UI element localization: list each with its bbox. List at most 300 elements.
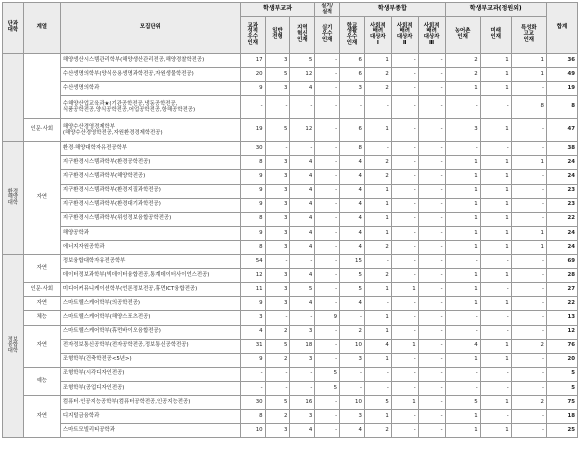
quota-cell: - xyxy=(240,367,265,381)
total-cell: 24 xyxy=(546,170,577,184)
quota-cell: - xyxy=(445,381,480,395)
quota-cell: 10 xyxy=(340,339,365,353)
quota-cell: 8 xyxy=(340,142,365,156)
track-cell: 자연 xyxy=(23,325,60,367)
quota-cell: - xyxy=(445,255,480,269)
table-row xyxy=(3,119,578,142)
quota-cell: - xyxy=(418,54,445,68)
quota-cell: 3 xyxy=(290,410,315,424)
quota-cell: - xyxy=(418,198,445,212)
quota-cell: - xyxy=(418,170,445,184)
quota-cell: - xyxy=(315,240,340,254)
quota-cell: 1 xyxy=(364,311,391,325)
quota-cell: - xyxy=(315,255,340,269)
quota-cell: - xyxy=(480,381,511,395)
quota-cell: 9 xyxy=(240,297,265,311)
table-row xyxy=(3,325,578,339)
quota-cell: 1 xyxy=(480,269,511,283)
quota-cell: 4 xyxy=(340,240,365,254)
quota-cell: - xyxy=(391,269,418,283)
quota-cell: - xyxy=(480,255,511,269)
quota-cell: 20 xyxy=(240,68,265,82)
quota-cell: 9 xyxy=(315,311,340,325)
dept-cell: 조형학부(공업디자인전공) xyxy=(60,381,240,395)
quota-cell: 8 xyxy=(240,156,265,170)
quota-cell: 2 xyxy=(265,325,290,339)
quota-cell: - xyxy=(290,142,315,156)
dept-cell: 디지털금융학과 xyxy=(60,410,240,424)
total-cell: 18 xyxy=(546,410,577,424)
table-row xyxy=(3,142,578,156)
total-cell: 24 xyxy=(546,156,577,170)
college-header: 단과 대학 xyxy=(3,3,24,54)
quota-cell: - xyxy=(445,142,480,156)
table-row xyxy=(3,255,578,269)
quota-cell: 8 xyxy=(240,240,265,254)
quota-cell: 4 xyxy=(340,170,365,184)
quota-cell: 1 xyxy=(511,226,546,240)
quota-cell: - xyxy=(364,96,391,119)
quota-cell: - xyxy=(391,297,418,311)
quota-cell: - xyxy=(511,198,546,212)
quota-cell: - xyxy=(418,311,445,325)
dept-cell: 조형학부(건축학전공<5년>) xyxy=(60,353,240,367)
quota-cell: - xyxy=(315,96,340,119)
quota-cell: 2 xyxy=(364,424,391,438)
header-row-group xyxy=(3,3,578,17)
dept-cell: 스마트헬스케어학부(휴먼바이오융합전공) xyxy=(60,325,240,339)
quota-cell: 3 xyxy=(265,297,290,311)
quota-cell: 9 xyxy=(240,198,265,212)
total-header: 합계 xyxy=(546,3,577,54)
quota-cell: 4 xyxy=(290,170,315,184)
quota-cell: 2 xyxy=(364,156,391,170)
quota-cell: 1 xyxy=(391,283,418,297)
dept-cell: 데이터정보과학부(빅데이터융합전공,통계데이터사이언스전공) xyxy=(60,269,240,283)
quota-cell: 1 xyxy=(364,184,391,198)
quota-cell: 1 xyxy=(511,68,546,82)
quota-cell: 5 xyxy=(315,381,340,395)
table-row xyxy=(3,68,578,82)
quota-cell: - xyxy=(391,367,418,381)
quota-cell: - xyxy=(240,96,265,119)
column-header: 사회적 배려 대상자 Ⅱ xyxy=(391,17,418,54)
quota-cell: - xyxy=(480,311,511,325)
quota-cell: 4 xyxy=(364,339,391,353)
quota-cell: 2 xyxy=(364,240,391,254)
table-row xyxy=(3,283,578,297)
quota-cell: 4 xyxy=(340,156,365,170)
quota-cell: - xyxy=(340,96,365,119)
quota-cell: 9 xyxy=(240,170,265,184)
quota-cell: - xyxy=(418,142,445,156)
quota-cell: - xyxy=(418,297,445,311)
quota-cell: 6 xyxy=(340,119,365,142)
quota-cell: 2 xyxy=(445,68,480,82)
quota-cell: - xyxy=(480,367,511,381)
quota-cell: 5 xyxy=(265,68,290,82)
jonghap-group-header: 학생부종합 xyxy=(340,3,445,17)
table-body xyxy=(3,54,578,438)
quota-cell: - xyxy=(418,424,445,438)
quota-cell: - xyxy=(265,96,290,119)
quota-cell: - xyxy=(418,82,445,96)
quota-cell: 2 xyxy=(340,325,365,339)
quota-cell: - xyxy=(511,410,546,424)
column-header: 학교 생활 우수 인재 xyxy=(340,17,365,54)
quota-cell: - xyxy=(480,410,511,424)
quota-cell: 4 xyxy=(340,184,365,198)
quota-cell: 1 xyxy=(364,325,391,339)
quota-cell: 5 xyxy=(445,395,480,409)
quota-cell: 10 xyxy=(340,395,365,409)
quota-cell: - xyxy=(364,255,391,269)
quota-cell: 6 xyxy=(340,68,365,82)
quota-cell: 1 xyxy=(364,353,391,367)
quota-cell: - xyxy=(480,96,511,119)
quota-cell: - xyxy=(480,325,511,339)
quota-cell: - xyxy=(418,119,445,142)
quota-cell: 3 xyxy=(340,82,365,96)
quota-cell: - xyxy=(418,381,445,395)
college-cell: 정보 융합 대학 xyxy=(3,255,24,438)
quota-cell: - xyxy=(511,367,546,381)
quota-cell: 9 xyxy=(240,226,265,240)
quota-cell: - xyxy=(315,297,340,311)
quota-cell: 1 xyxy=(364,226,391,240)
track-cell: 자연 xyxy=(23,297,60,311)
dept-cell: 전자정보통신공학부(전자공학전공,정보통신공학전공) xyxy=(60,339,240,353)
column-header: 일반 전형 xyxy=(265,17,290,54)
quota-cell: - xyxy=(315,82,340,96)
quota-cell: 4 xyxy=(340,198,365,212)
quota-cell: - xyxy=(445,311,480,325)
quota-cell: 15 xyxy=(340,255,365,269)
quota-cell: - xyxy=(445,325,480,339)
quota-cell: 3 xyxy=(290,353,315,367)
quota-cell: - xyxy=(511,170,546,184)
quota-cell: 5 xyxy=(315,367,340,381)
quota-cell: - xyxy=(418,226,445,240)
quota-cell: 1 xyxy=(445,424,480,438)
quota-cell: - xyxy=(511,381,546,395)
quota-cell: 8 xyxy=(240,410,265,424)
quota-cell: 2 xyxy=(511,339,546,353)
quota-cell: 5 xyxy=(265,119,290,142)
quota-cell: - xyxy=(511,212,546,226)
dept-cell: 스마트헬스케어학부(의공학전공) xyxy=(60,297,240,311)
quota-cell: 3 xyxy=(265,82,290,96)
table-row xyxy=(3,54,578,68)
table-row xyxy=(3,367,578,381)
quota-cell: - xyxy=(511,82,546,96)
quota-cell: - xyxy=(418,255,445,269)
quota-cell: - xyxy=(391,82,418,96)
track-cell: 자연 xyxy=(23,255,60,283)
quota-cell: 11 xyxy=(240,283,265,297)
total-cell: 8 xyxy=(546,96,577,119)
quota-cell: 1 xyxy=(364,212,391,226)
quota-cell: 4 xyxy=(290,297,315,311)
table-row xyxy=(3,353,578,367)
quota-cell: 1 xyxy=(445,156,480,170)
table-row xyxy=(3,424,578,438)
quota-cell: - xyxy=(511,142,546,156)
table-row xyxy=(3,198,578,212)
quota-cell: 1 xyxy=(480,212,511,226)
quota-cell: - xyxy=(445,96,480,119)
quota-cell: - xyxy=(511,283,546,297)
track-cell: 자연 xyxy=(23,395,60,437)
total-cell: 38 xyxy=(546,142,577,156)
silgi-group-header: 실기/ 실적 xyxy=(315,3,340,17)
quota-cell: 1 xyxy=(480,184,511,198)
quota-cell: 1 xyxy=(480,339,511,353)
quota-cell: 1 xyxy=(445,170,480,184)
quota-cell: 5 xyxy=(265,339,290,353)
quota-cell: - xyxy=(391,142,418,156)
quota-cell: 5 xyxy=(340,269,365,283)
quota-cell: - xyxy=(391,325,418,339)
quota-cell: - xyxy=(290,255,315,269)
quota-cell: - xyxy=(315,184,340,198)
dept-cell: 조형학부(시각디자인전공) xyxy=(60,367,240,381)
dept-cell: 해양공학과 xyxy=(60,226,240,240)
quota-cell: - xyxy=(418,283,445,297)
table-row xyxy=(3,297,578,311)
quota-cell: 1 xyxy=(391,339,418,353)
track-cell: 자연 xyxy=(23,142,60,255)
quota-cell: - xyxy=(315,212,340,226)
quota-cell: 12 xyxy=(290,68,315,82)
quota-cell: - xyxy=(391,240,418,254)
quota-cell: - xyxy=(480,283,511,297)
quota-cell: - xyxy=(511,424,546,438)
quota-cell: 3 xyxy=(265,424,290,438)
quota-cell: - xyxy=(418,269,445,283)
quota-cell: - xyxy=(340,311,365,325)
column-header: 사회적 배려 대상자 Ⅰ xyxy=(364,17,391,54)
quota-cell: 3 xyxy=(265,212,290,226)
quota-cell: - xyxy=(364,142,391,156)
quota-cell: 18 xyxy=(290,339,315,353)
quota-cell: - xyxy=(511,119,546,142)
quota-cell: 30 xyxy=(240,395,265,409)
quota-cell: - xyxy=(418,240,445,254)
total-cell: 69 xyxy=(546,255,577,269)
quota-cell: - xyxy=(511,353,546,367)
quota-cell: - xyxy=(315,54,340,68)
column-header: 농어촌 인재 xyxy=(445,17,480,54)
dept-header: 모집단위 xyxy=(60,3,240,54)
quota-cell: 9 xyxy=(240,353,265,367)
quota-cell: 12 xyxy=(290,119,315,142)
quota-cell: 3 xyxy=(265,269,290,283)
quota-cell: 4 xyxy=(290,212,315,226)
table-row xyxy=(3,410,578,424)
quota-cell: 9 xyxy=(240,82,265,96)
total-cell: 75 xyxy=(546,395,577,409)
total-cell: 13 xyxy=(546,311,577,325)
quota-cell: 1 xyxy=(480,240,511,254)
quota-cell: 4 xyxy=(290,156,315,170)
quota-cell: - xyxy=(391,156,418,170)
quota-cell: - xyxy=(418,339,445,353)
quota-cell: 1 xyxy=(480,119,511,142)
quota-cell: 4 xyxy=(290,240,315,254)
quota-cell: - xyxy=(290,367,315,381)
table-row xyxy=(3,156,578,170)
quota-cell: 1 xyxy=(445,226,480,240)
dept-cell: 지구환경시스템과학부(환경공학전공) xyxy=(60,156,240,170)
quota-cell: - xyxy=(418,410,445,424)
total-cell: 5 xyxy=(546,367,577,381)
quota-cell: 3 xyxy=(265,240,290,254)
quota-cell: - xyxy=(418,68,445,82)
quota-cell: - xyxy=(391,68,418,82)
jeongwon-group-header: 학생부교과(정원외) xyxy=(445,3,546,17)
quota-cell: - xyxy=(315,339,340,353)
quota-cell: 3 xyxy=(265,184,290,198)
quota-cell: 1 xyxy=(445,283,480,297)
quota-cell: 2 xyxy=(445,54,480,68)
quota-cell: - xyxy=(391,255,418,269)
quota-cell: - xyxy=(315,170,340,184)
track-header: 계열 xyxy=(23,3,60,54)
quota-cell: - xyxy=(315,353,340,367)
track-cell: 인문·사회 xyxy=(23,283,60,297)
quota-cell: 2 xyxy=(364,269,391,283)
quota-cell: 1 xyxy=(511,156,546,170)
quota-cell: 4 xyxy=(340,424,365,438)
quota-cell: 5 xyxy=(340,283,365,297)
quota-cell: - xyxy=(364,381,391,395)
quota-cell: - xyxy=(391,311,418,325)
quota-cell: 1 xyxy=(445,240,480,254)
quota-cell: 1 xyxy=(480,54,511,68)
dept-cell: 컴퓨터·인공지능공학부(컴퓨터공학전공,인공지능전공) xyxy=(60,395,240,409)
quota-cell: - xyxy=(315,395,340,409)
dept-cell: 지구환경시스템과학부(환경대기과학전공) xyxy=(60,198,240,212)
quota-cell: - xyxy=(391,170,418,184)
quota-cell: 3 xyxy=(265,226,290,240)
quota-cell: 5 xyxy=(265,395,290,409)
table-row xyxy=(3,184,578,198)
quota-cell: 19 xyxy=(240,119,265,142)
quota-cell: 1 xyxy=(445,212,480,226)
quota-cell: - xyxy=(391,119,418,142)
total-cell: 24 xyxy=(546,240,577,254)
quota-cell: 2 xyxy=(364,170,391,184)
quota-cell: - xyxy=(240,381,265,395)
quota-cell: 3 xyxy=(340,410,365,424)
total-cell: 25 xyxy=(546,424,577,438)
quota-cell: - xyxy=(315,119,340,142)
quota-cell: 4 xyxy=(290,82,315,96)
quota-cell: 4 xyxy=(445,339,480,353)
admissions-table xyxy=(2,2,578,438)
quota-cell: 31 xyxy=(240,339,265,353)
dept-cell: 수해양산업교육과★(기관공학전공,냉동공학전공, 식품공학전공,양식공학전공,어업공학전공,항해공학전공) xyxy=(60,96,240,119)
dept-cell: 수산생명의학부(양식응용생명과학전공,자원생물학전공) xyxy=(60,68,240,82)
quota-cell: 3 xyxy=(265,283,290,297)
quota-cell: - xyxy=(315,325,340,339)
dept-cell: 수산생명의학과 xyxy=(60,82,240,96)
dept-cell: 정보융합대학자유전공학부 xyxy=(60,255,240,269)
quota-cell: - xyxy=(315,226,340,240)
column-header: 실기 우수 인재 xyxy=(315,17,340,54)
quota-cell: 1 xyxy=(480,424,511,438)
quota-cell: 1 xyxy=(480,68,511,82)
quota-cell: - xyxy=(418,325,445,339)
quota-cell: 1 xyxy=(511,54,546,68)
table-row xyxy=(3,226,578,240)
quota-cell: - xyxy=(364,297,391,311)
quota-cell: - xyxy=(340,367,365,381)
quota-cell: 1 xyxy=(364,198,391,212)
quota-cell: 1 xyxy=(445,82,480,96)
college-cell: 환경 해양 대학 xyxy=(3,142,24,255)
quota-cell: - xyxy=(290,381,315,395)
quota-cell: - xyxy=(391,226,418,240)
track-cell: 예능 xyxy=(23,367,60,395)
quota-cell: 1 xyxy=(480,198,511,212)
quota-cell: 1 xyxy=(480,353,511,367)
college-cell xyxy=(3,54,24,142)
quota-cell: 3 xyxy=(240,311,265,325)
total-cell: 24 xyxy=(546,226,577,240)
total-cell: 49 xyxy=(546,68,577,82)
gyogwa-group-header: 학생부교과 xyxy=(240,3,314,17)
quota-cell: 4 xyxy=(290,198,315,212)
quota-cell: - xyxy=(511,269,546,283)
total-cell: 23 xyxy=(546,198,577,212)
quota-cell: 2 xyxy=(265,353,290,367)
quota-cell: - xyxy=(418,156,445,170)
dept-cell: 해양생산시스템관리학부(해양생산관리전공,해양경찰학전공) xyxy=(60,54,240,68)
quota-cell: - xyxy=(364,367,391,381)
quota-cell: - xyxy=(265,311,290,325)
total-cell: 22 xyxy=(546,297,577,311)
quota-cell: 2 xyxy=(511,395,546,409)
table-row xyxy=(3,212,578,226)
total-cell: 47 xyxy=(546,119,577,142)
quota-cell: - xyxy=(265,255,290,269)
quota-cell: 4 xyxy=(340,297,365,311)
dept-cell: 지구환경시스템과학부(해양학전공) xyxy=(60,170,240,184)
quota-cell: 1 xyxy=(364,283,391,297)
quota-cell: 1 xyxy=(445,297,480,311)
dept-cell: 환경·해양대학자유전공학부 xyxy=(60,142,240,156)
quota-cell: 4 xyxy=(290,269,315,283)
quota-cell: - xyxy=(315,424,340,438)
total-cell: 36 xyxy=(546,54,577,68)
dept-cell: 미디어커뮤니케이션학부(언론정보전공,휴먼ICT융합전공) xyxy=(60,283,240,297)
quota-cell: 1 xyxy=(480,170,511,184)
total-cell: 28 xyxy=(546,269,577,283)
dept-cell: 지구환경시스템과학부(환경지질과학전공) xyxy=(60,184,240,198)
quota-cell: 2 xyxy=(364,68,391,82)
quota-cell: - xyxy=(391,96,418,119)
table-row xyxy=(3,269,578,283)
quota-cell: 4 xyxy=(240,325,265,339)
quota-cell: - xyxy=(418,96,445,119)
quota-cell: 1 xyxy=(511,240,546,254)
quota-cell: - xyxy=(418,184,445,198)
quota-cell: 3 xyxy=(340,353,365,367)
total-cell: 76 xyxy=(546,339,577,353)
quota-cell: 8 xyxy=(511,96,546,119)
